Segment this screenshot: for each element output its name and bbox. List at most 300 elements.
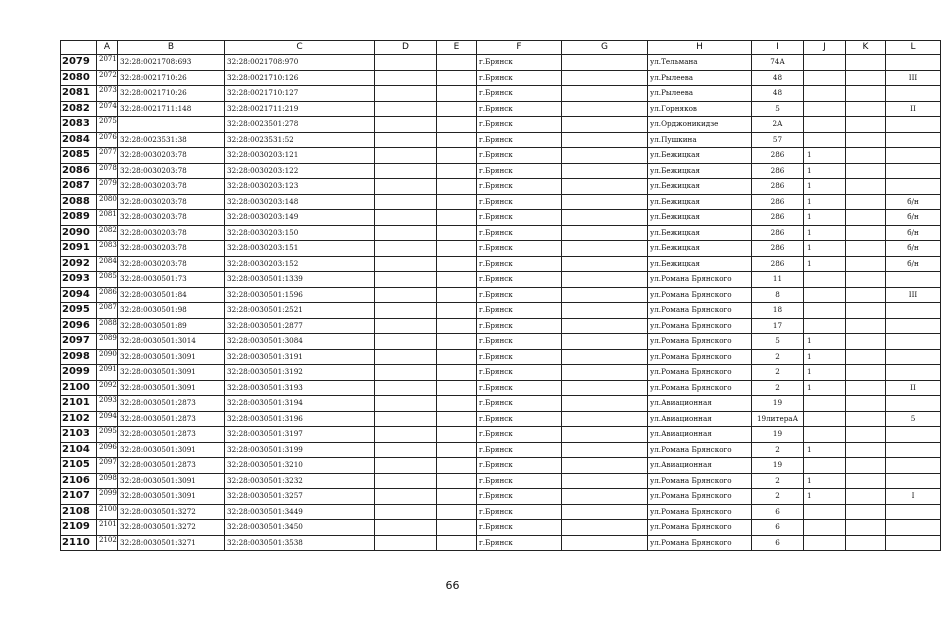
cell-h[interactable]: ул.Романа Брянского	[648, 535, 752, 551]
cell-e[interactable]	[437, 272, 477, 288]
cell-g[interactable]	[562, 427, 648, 443]
row-number[interactable]: 2093	[61, 272, 97, 288]
cell-b[interactable]: 32:28:0030501:3014	[118, 334, 225, 350]
cell-l[interactable]	[886, 427, 941, 443]
cell-c[interactable]: 32:28:0030501:3450	[225, 520, 375, 536]
cell-a[interactable]: 2082	[97, 225, 118, 241]
cell-e[interactable]	[437, 535, 477, 551]
column-header-k[interactable]: K	[846, 41, 886, 55]
cell-c[interactable]: 32:28:0030501:3192	[225, 365, 375, 381]
row-number[interactable]: 2106	[61, 473, 97, 489]
cell-h[interactable]: ул.Романа Брянского	[648, 473, 752, 489]
cell-e[interactable]	[437, 458, 477, 474]
cell-f[interactable]: г.Брянск	[477, 55, 562, 71]
cell-k[interactable]	[846, 210, 886, 226]
cell-h[interactable]: ул.Романа Брянского	[648, 520, 752, 536]
cell-g[interactable]	[562, 396, 648, 412]
cell-d[interactable]	[375, 117, 437, 133]
cell-h[interactable]: ул.Рылеева	[648, 86, 752, 102]
cell-d[interactable]	[375, 194, 437, 210]
cell-a[interactable]: 2101	[97, 520, 118, 536]
cell-i[interactable]: 286	[752, 225, 804, 241]
row-number[interactable]: 2103	[61, 427, 97, 443]
cell-h[interactable]: ул.Бежицкая	[648, 179, 752, 195]
cell-c[interactable]: 32:28:0030501:3197	[225, 427, 375, 443]
cell-d[interactable]	[375, 442, 437, 458]
cell-a[interactable]: 2083	[97, 241, 118, 257]
cell-l[interactable]	[886, 396, 941, 412]
cell-j[interactable]	[804, 55, 846, 71]
row-number[interactable]: 2100	[61, 380, 97, 396]
cell-j[interactable]: 1	[804, 163, 846, 179]
cell-i[interactable]: 286	[752, 194, 804, 210]
cell-i[interactable]: 6	[752, 520, 804, 536]
cell-j[interactable]	[804, 458, 846, 474]
cell-h[interactable]: ул.Бежицкая	[648, 194, 752, 210]
cell-b[interactable]: 32:28:0030203:78	[118, 194, 225, 210]
cell-f[interactable]: г.Брянск	[477, 473, 562, 489]
cell-d[interactable]	[375, 458, 437, 474]
cell-k[interactable]	[846, 241, 886, 257]
cell-h[interactable]: ул.Авиационная	[648, 411, 752, 427]
row-number[interactable]: 2088	[61, 194, 97, 210]
cell-d[interactable]	[375, 163, 437, 179]
cell-j[interactable]: 1	[804, 473, 846, 489]
cell-a[interactable]: 2093	[97, 396, 118, 412]
cell-i[interactable]: 2	[752, 365, 804, 381]
cell-g[interactable]	[562, 489, 648, 505]
cell-a[interactable]: 2089	[97, 334, 118, 350]
cell-k[interactable]	[846, 458, 886, 474]
row-number[interactable]: 2082	[61, 101, 97, 117]
cell-g[interactable]	[562, 334, 648, 350]
cell-f[interactable]: г.Брянск	[477, 520, 562, 536]
cell-e[interactable]	[437, 427, 477, 443]
cell-g[interactable]	[562, 520, 648, 536]
cell-e[interactable]	[437, 380, 477, 396]
cell-k[interactable]	[846, 380, 886, 396]
cell-l[interactable]: III	[886, 287, 941, 303]
cell-h[interactable]: ул.Авиационная	[648, 427, 752, 443]
cell-l[interactable]	[886, 458, 941, 474]
cell-l[interactable]: II	[886, 101, 941, 117]
row-number[interactable]: 2110	[61, 535, 97, 551]
cell-h[interactable]: ул.Бежицкая	[648, 241, 752, 257]
cell-l[interactable]: б/н	[886, 256, 941, 272]
cell-k[interactable]	[846, 179, 886, 195]
cell-b[interactable]: 32:28:0030203:78	[118, 256, 225, 272]
cell-g[interactable]	[562, 535, 648, 551]
cell-j[interactable]	[804, 427, 846, 443]
cell-l[interactable]	[886, 272, 941, 288]
cell-g[interactable]	[562, 504, 648, 520]
cell-b[interactable]: 32:28:0030501:73	[118, 272, 225, 288]
cell-f[interactable]: г.Брянск	[477, 504, 562, 520]
row-number[interactable]: 2101	[61, 396, 97, 412]
cell-f[interactable]: г.Брянск	[477, 287, 562, 303]
cell-c[interactable]: 32:28:0030501:3191	[225, 349, 375, 365]
cell-k[interactable]	[846, 520, 886, 536]
cell-l[interactable]: б/н	[886, 225, 941, 241]
cell-f[interactable]: г.Брянск	[477, 241, 562, 257]
cell-a[interactable]: 2073	[97, 86, 118, 102]
cell-b[interactable]: 32:28:0030501:3272	[118, 504, 225, 520]
cell-e[interactable]	[437, 256, 477, 272]
cell-k[interactable]	[846, 504, 886, 520]
cell-k[interactable]	[846, 318, 886, 334]
cell-b[interactable]: 32:28:0030501:3091	[118, 365, 225, 381]
cell-c[interactable]: 32:28:0030501:3084	[225, 334, 375, 350]
cell-i[interactable]: 5	[752, 101, 804, 117]
cell-g[interactable]	[562, 163, 648, 179]
cell-e[interactable]	[437, 303, 477, 319]
cell-l[interactable]	[886, 148, 941, 164]
cell-h[interactable]: ул.Романа Брянского	[648, 303, 752, 319]
cell-f[interactable]: г.Брянск	[477, 427, 562, 443]
cell-b[interactable]: 32:28:0030501:2873	[118, 396, 225, 412]
cell-a[interactable]: 2087	[97, 303, 118, 319]
cell-c[interactable]: 32:28:0030501:2521	[225, 303, 375, 319]
cell-j[interactable]: 1	[804, 148, 846, 164]
row-number[interactable]: 2097	[61, 334, 97, 350]
cell-f[interactable]: г.Брянск	[477, 179, 562, 195]
cell-b[interactable]: 32:28:0030501:89	[118, 318, 225, 334]
cell-a[interactable]: 2074	[97, 101, 118, 117]
column-header-j[interactable]: J	[804, 41, 846, 55]
cell-d[interactable]	[375, 380, 437, 396]
column-header-h[interactable]: H	[648, 41, 752, 55]
cell-a[interactable]: 2097	[97, 458, 118, 474]
cell-d[interactable]	[375, 535, 437, 551]
cell-a[interactable]: 2088	[97, 318, 118, 334]
cell-l[interactable]	[886, 117, 941, 133]
cell-k[interactable]	[846, 194, 886, 210]
cell-h[interactable]: ул.Романа Брянского	[648, 380, 752, 396]
cell-i[interactable]: 2	[752, 349, 804, 365]
cell-l[interactable]	[886, 473, 941, 489]
cell-c[interactable]: 32:28:0030501:3194	[225, 396, 375, 412]
cell-k[interactable]	[846, 303, 886, 319]
cell-a[interactable]: 2076	[97, 132, 118, 148]
cell-e[interactable]	[437, 287, 477, 303]
cell-e[interactable]	[437, 70, 477, 86]
cell-a[interactable]: 2085	[97, 272, 118, 288]
cell-e[interactable]	[437, 179, 477, 195]
cell-e[interactable]	[437, 349, 477, 365]
cell-c[interactable]: 32:28:0030203:122	[225, 163, 375, 179]
cell-k[interactable]	[846, 117, 886, 133]
cell-i[interactable]: 17	[752, 318, 804, 334]
cell-g[interactable]	[562, 458, 648, 474]
cell-e[interactable]	[437, 117, 477, 133]
cell-l[interactable]	[886, 303, 941, 319]
cell-l[interactable]: б/н	[886, 241, 941, 257]
column-header-i[interactable]: I	[752, 41, 804, 55]
cell-i[interactable]: 286	[752, 241, 804, 257]
row-number[interactable]: 2090	[61, 225, 97, 241]
cell-h[interactable]: ул.Бежицкая	[648, 256, 752, 272]
cell-b[interactable]: 32:28:0030501:3091	[118, 489, 225, 505]
cell-f[interactable]: г.Брянск	[477, 365, 562, 381]
cell-e[interactable]	[437, 334, 477, 350]
cell-f[interactable]: г.Брянск	[477, 256, 562, 272]
cell-g[interactable]	[562, 318, 648, 334]
row-number[interactable]: 2098	[61, 349, 97, 365]
cell-h[interactable]: ул.Авиационная	[648, 458, 752, 474]
cell-h[interactable]: ул.Бежицкая	[648, 210, 752, 226]
cell-h[interactable]: ул.Рылеева	[648, 70, 752, 86]
cell-b[interactable]: 32:28:0030203:78	[118, 148, 225, 164]
cell-c[interactable]: 32:28:0021708:970	[225, 55, 375, 71]
cell-l[interactable]: б/н	[886, 194, 941, 210]
cell-l[interactable]	[886, 365, 941, 381]
cell-k[interactable]	[846, 148, 886, 164]
cell-l[interactable]	[886, 132, 941, 148]
cell-h[interactable]: ул.Романа Брянского	[648, 334, 752, 350]
cell-d[interactable]	[375, 179, 437, 195]
cell-j[interactable]	[804, 520, 846, 536]
cell-i[interactable]: 2	[752, 380, 804, 396]
row-number[interactable]: 2087	[61, 179, 97, 195]
cell-e[interactable]	[437, 241, 477, 257]
row-number[interactable]: 2102	[61, 411, 97, 427]
cell-j[interactable]: 1	[804, 380, 846, 396]
cell-c[interactable]: 32:28:0030501:1339	[225, 272, 375, 288]
cell-j[interactable]: 1	[804, 349, 846, 365]
cell-j[interactable]: 1	[804, 179, 846, 195]
cell-j[interactable]: 1	[804, 365, 846, 381]
cell-h[interactable]: ул.Тельмана	[648, 55, 752, 71]
cell-g[interactable]	[562, 55, 648, 71]
cell-b[interactable]: 32:28:0030501:3091	[118, 442, 225, 458]
cell-b[interactable]: 32:28:0030501:3272	[118, 520, 225, 536]
cell-d[interactable]	[375, 520, 437, 536]
cell-b[interactable]: 32:28:0030501:98	[118, 303, 225, 319]
cell-b[interactable]: 32:28:0030203:78	[118, 225, 225, 241]
cell-a[interactable]: 2086	[97, 287, 118, 303]
cell-e[interactable]	[437, 86, 477, 102]
cell-f[interactable]: г.Брянск	[477, 458, 562, 474]
cell-i[interactable]: 19	[752, 427, 804, 443]
row-number[interactable]: 2091	[61, 241, 97, 257]
cell-d[interactable]	[375, 225, 437, 241]
cell-g[interactable]	[562, 225, 648, 241]
cell-h[interactable]: ул.Романа Брянского	[648, 349, 752, 365]
cell-j[interactable]	[804, 272, 846, 288]
cell-h[interactable]: ул.Романа Брянского	[648, 365, 752, 381]
cell-a[interactable]: 2091	[97, 365, 118, 381]
cell-a[interactable]: 2075	[97, 117, 118, 133]
cell-j[interactable]	[804, 396, 846, 412]
cell-l[interactable]	[886, 334, 941, 350]
column-header-a[interactable]: A	[97, 41, 118, 55]
cell-j[interactable]: 1	[804, 210, 846, 226]
row-number[interactable]: 2080	[61, 70, 97, 86]
cell-b[interactable]: 32:28:0021708:693	[118, 55, 225, 71]
cell-f[interactable]: г.Брянск	[477, 349, 562, 365]
cell-g[interactable]	[562, 117, 648, 133]
cell-d[interactable]	[375, 427, 437, 443]
cell-k[interactable]	[846, 396, 886, 412]
cell-b[interactable]: 32:28:0023531:38	[118, 132, 225, 148]
cell-b[interactable]	[118, 117, 225, 133]
cell-l[interactable]	[886, 442, 941, 458]
cell-g[interactable]	[562, 194, 648, 210]
cell-h[interactable]: ул.Романа Брянского	[648, 504, 752, 520]
cell-g[interactable]	[562, 132, 648, 148]
cell-e[interactable]	[437, 396, 477, 412]
cell-b[interactable]: 32:28:0030501:3271	[118, 535, 225, 551]
cell-j[interactable]: 1	[804, 334, 846, 350]
cell-k[interactable]	[846, 287, 886, 303]
cell-k[interactable]	[846, 334, 886, 350]
cell-a[interactable]: 2081	[97, 210, 118, 226]
cell-b[interactable]: 32:28:0030501:2873	[118, 411, 225, 427]
cell-d[interactable]	[375, 210, 437, 226]
cell-i[interactable]: 2	[752, 489, 804, 505]
cell-f[interactable]: г.Брянск	[477, 194, 562, 210]
cell-f[interactable]: г.Брянск	[477, 334, 562, 350]
cell-b[interactable]: 32:28:0030203:78	[118, 210, 225, 226]
cell-e[interactable]	[437, 132, 477, 148]
cell-j[interactable]	[804, 70, 846, 86]
cell-h[interactable]: ул.Бежицкая	[648, 148, 752, 164]
cell-d[interactable]	[375, 55, 437, 71]
cell-l[interactable]	[886, 55, 941, 71]
cell-g[interactable]	[562, 241, 648, 257]
cell-i[interactable]: 48	[752, 86, 804, 102]
cell-f[interactable]: г.Брянск	[477, 225, 562, 241]
cell-g[interactable]	[562, 148, 648, 164]
cell-i[interactable]: 19	[752, 396, 804, 412]
cell-f[interactable]: г.Брянск	[477, 163, 562, 179]
cell-g[interactable]	[562, 380, 648, 396]
cell-h[interactable]: ул.Авиационная	[648, 396, 752, 412]
cell-d[interactable]	[375, 504, 437, 520]
cell-a[interactable]: 2084	[97, 256, 118, 272]
cell-e[interactable]	[437, 473, 477, 489]
cell-a[interactable]: 2079	[97, 179, 118, 195]
cell-f[interactable]: г.Брянск	[477, 117, 562, 133]
row-number[interactable]: 2092	[61, 256, 97, 272]
cell-c[interactable]: 32:28:0030203:152	[225, 256, 375, 272]
cell-i[interactable]: 19	[752, 458, 804, 474]
cell-j[interactable]	[804, 101, 846, 117]
cell-d[interactable]	[375, 272, 437, 288]
cell-k[interactable]	[846, 349, 886, 365]
cell-b[interactable]: 32:28:0030501:2873	[118, 427, 225, 443]
cell-d[interactable]	[375, 411, 437, 427]
cell-a[interactable]: 2077	[97, 148, 118, 164]
cell-g[interactable]	[562, 411, 648, 427]
cell-k[interactable]	[846, 86, 886, 102]
cell-c[interactable]: 32:28:0030501:3538	[225, 535, 375, 551]
cell-k[interactable]	[846, 365, 886, 381]
cell-a[interactable]: 2102	[97, 535, 118, 551]
cell-c[interactable]: 32:28:0030501:2877	[225, 318, 375, 334]
cell-a[interactable]: 2080	[97, 194, 118, 210]
cell-i[interactable]: 286	[752, 148, 804, 164]
row-number[interactable]: 2109	[61, 520, 97, 536]
cell-l[interactable]: III	[886, 70, 941, 86]
cell-f[interactable]: г.Брянск	[477, 535, 562, 551]
cell-i[interactable]: 57	[752, 132, 804, 148]
row-number[interactable]: 2105	[61, 458, 97, 474]
cell-j[interactable]	[804, 504, 846, 520]
row-number[interactable]: 2094	[61, 287, 97, 303]
cell-l[interactable]	[886, 504, 941, 520]
cell-k[interactable]	[846, 55, 886, 71]
cell-i[interactable]: 74А	[752, 55, 804, 71]
cell-d[interactable]	[375, 101, 437, 117]
cell-d[interactable]	[375, 334, 437, 350]
column-header-g[interactable]: G	[562, 41, 648, 55]
cell-e[interactable]	[437, 442, 477, 458]
cell-a[interactable]: 2071	[97, 55, 118, 71]
cell-k[interactable]	[846, 225, 886, 241]
cell-c[interactable]: 32:28:0030501:3196	[225, 411, 375, 427]
cell-c[interactable]: 32:28:0030501:1596	[225, 287, 375, 303]
cell-k[interactable]	[846, 272, 886, 288]
cell-h[interactable]: ул.Романа Брянского	[648, 272, 752, 288]
cell-i[interactable]: 19литераА	[752, 411, 804, 427]
cell-c[interactable]: 32:28:0030501:3232	[225, 473, 375, 489]
cell-k[interactable]	[846, 70, 886, 86]
cell-c[interactable]: 32:28:0030203:150	[225, 225, 375, 241]
cell-g[interactable]	[562, 303, 648, 319]
cell-j[interactable]: 1	[804, 225, 846, 241]
cell-h[interactable]: ул.Пушкина	[648, 132, 752, 148]
cell-c[interactable]: 32:28:0030501:3449	[225, 504, 375, 520]
cell-f[interactable]: г.Брянск	[477, 70, 562, 86]
cell-l[interactable]	[886, 535, 941, 551]
cell-k[interactable]	[846, 163, 886, 179]
cell-i[interactable]: 18	[752, 303, 804, 319]
cell-d[interactable]	[375, 303, 437, 319]
cell-f[interactable]: г.Брянск	[477, 396, 562, 412]
row-number[interactable]: 2079	[61, 55, 97, 71]
cell-e[interactable]	[437, 101, 477, 117]
cell-j[interactable]	[804, 132, 846, 148]
cell-b[interactable]: 32:28:0030203:78	[118, 179, 225, 195]
cell-i[interactable]: 2А	[752, 117, 804, 133]
cell-h[interactable]: ул.Бежицкая	[648, 163, 752, 179]
cell-f[interactable]: г.Брянск	[477, 411, 562, 427]
cell-d[interactable]	[375, 241, 437, 257]
cell-a[interactable]: 2100	[97, 504, 118, 520]
cell-d[interactable]	[375, 396, 437, 412]
cell-i[interactable]: 286	[752, 256, 804, 272]
cell-k[interactable]	[846, 132, 886, 148]
column-header-c[interactable]: C	[225, 41, 375, 55]
cell-d[interactable]	[375, 86, 437, 102]
cell-i[interactable]: 2	[752, 442, 804, 458]
cell-f[interactable]: г.Брянск	[477, 101, 562, 117]
cell-c[interactable]: 32:28:0030203:149	[225, 210, 375, 226]
cell-g[interactable]	[562, 210, 648, 226]
cell-c[interactable]: 32:28:0030203:121	[225, 148, 375, 164]
cell-c[interactable]: 32:28:0021710:127	[225, 86, 375, 102]
cell-j[interactable]	[804, 287, 846, 303]
row-number[interactable]: 2096	[61, 318, 97, 334]
cell-b[interactable]: 32:28:0030501:3091	[118, 380, 225, 396]
cell-a[interactable]: 2096	[97, 442, 118, 458]
cell-b[interactable]: 32:28:0030203:78	[118, 163, 225, 179]
cell-j[interactable]: 1	[804, 442, 846, 458]
column-header-b[interactable]: B	[118, 41, 225, 55]
cell-a[interactable]: 2095	[97, 427, 118, 443]
row-number[interactable]: 2099	[61, 365, 97, 381]
